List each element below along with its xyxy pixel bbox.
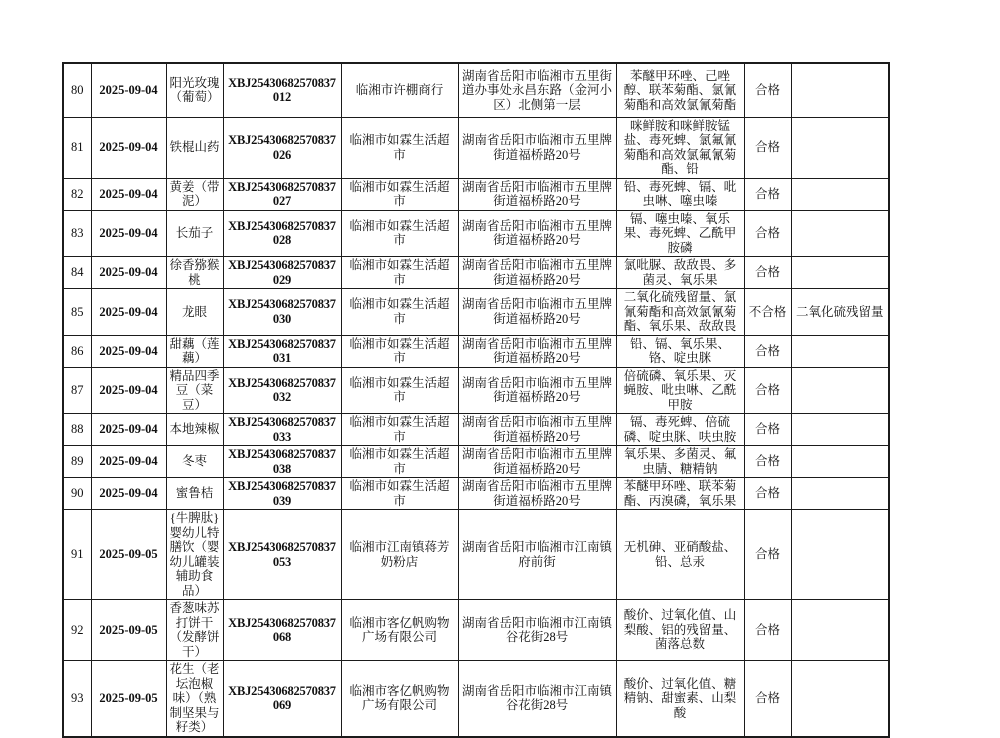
cell-sample-id: XBJ25430682570837030 — [223, 289, 341, 336]
cell-result: 合格 — [744, 446, 791, 478]
cell-vendor: 临湘市如霖生活超市 — [341, 414, 458, 446]
cell-no: 93 — [63, 661, 91, 737]
cell-failed-items — [791, 367, 889, 414]
cell-items: 铅、镉、氧乐果、铬、啶虫脒 — [616, 335, 744, 367]
cell-vendor: 临湘市如霖生活超市 — [341, 117, 458, 178]
cell-address: 湖南省岳阳市临湘市江南镇谷花街28号 — [458, 661, 616, 737]
cell-date: 2025-09-04 — [91, 178, 166, 210]
cell-product: 龙眼 — [166, 289, 223, 336]
cell-no: 91 — [63, 510, 91, 600]
cell-sample-id: XBJ25430682570837033 — [223, 414, 341, 446]
table-row — [63, 478, 889, 510]
cell-sample-id: XBJ25430682570837032 — [223, 367, 341, 414]
cell-sample-id: XBJ25430682570837031 — [223, 335, 341, 367]
cell-vendor: 临湘市如霖生活超市 — [341, 257, 458, 289]
cell-date: 2025-09-05 — [91, 661, 166, 737]
table-row — [63, 289, 889, 336]
cell-failed-items — [791, 335, 889, 367]
cell-failed-items — [791, 257, 889, 289]
cell-product: 本地辣椒 — [166, 414, 223, 446]
cell-no: 87 — [63, 367, 91, 414]
cell-items: 二氧化硫残留量、氯氰菊酯和高效氯氰菊酯、氧乐果、敌敌畏 — [616, 289, 744, 336]
cell-date: 2025-09-04 — [91, 335, 166, 367]
cell-no: 90 — [63, 478, 91, 510]
cell-date: 2025-09-04 — [91, 289, 166, 336]
cell-product: 阳光玫瑰（葡萄） — [166, 63, 223, 117]
cell-no: 84 — [63, 257, 91, 289]
inspection-results-table — [62, 62, 890, 738]
table-row — [63, 414, 889, 446]
cell-address: 湖南省岳阳市临湘市五里牌街道福桥路20号 — [458, 367, 616, 414]
table-row — [63, 257, 889, 289]
cell-vendor: 临湘市如霖生活超市 — [341, 478, 458, 510]
cell-date: 2025-09-05 — [91, 600, 166, 661]
cell-date: 2025-09-04 — [91, 478, 166, 510]
cell-failed-items — [791, 446, 889, 478]
cell-items: 酸价、过氧化值、糖精钠、甜蜜素、山梨酸 — [616, 661, 744, 737]
cell-failed-items — [791, 478, 889, 510]
table-row — [63, 335, 889, 367]
cell-sample-id: XBJ25430682570837068 — [223, 600, 341, 661]
cell-no: 86 — [63, 335, 91, 367]
cell-failed-items — [791, 661, 889, 737]
cell-sample-id: XBJ25430682570837053 — [223, 510, 341, 600]
cell-sample-id: XBJ25430682570837026 — [223, 117, 341, 178]
cell-vendor: 临湘市如霖生活超市 — [341, 289, 458, 336]
cell-result: 合格 — [744, 661, 791, 737]
cell-vendor: 临湘市如霖生活超市 — [341, 367, 458, 414]
cell-vendor: 临湘市如霖生活超市 — [341, 178, 458, 210]
table-row — [63, 510, 889, 600]
cell-vendor: 临湘市如霖生活超市 — [341, 335, 458, 367]
cell-address: 湖南省岳阳市临湘市五里牌街道福桥路20号 — [458, 117, 616, 178]
cell-failed-items — [791, 210, 889, 257]
cell-result: 合格 — [744, 367, 791, 414]
cell-result: 合格 — [744, 257, 791, 289]
cell-no: 92 — [63, 600, 91, 661]
cell-failed-items: 二氧化硫残留量 — [791, 289, 889, 336]
cell-failed-items — [791, 63, 889, 117]
cell-items: 苯醚甲环唑、联苯菊酯、丙溴磷，氧乐果 — [616, 478, 744, 510]
cell-product: 黄姜（带泥） — [166, 178, 223, 210]
cell-no: 88 — [63, 414, 91, 446]
results-table-body — [63, 63, 889, 737]
cell-address: 湖南省岳阳市临湘市五里牌街道福桥路20号 — [458, 478, 616, 510]
cell-sample-id: XBJ25430682570837069 — [223, 661, 341, 737]
cell-date: 2025-09-04 — [91, 414, 166, 446]
cell-date: 2025-09-04 — [91, 210, 166, 257]
cell-address: 湖南省岳阳市临湘市五里牌街道福桥路20号 — [458, 210, 616, 257]
table-row — [63, 600, 889, 661]
cell-product: 甜藕（莲藕） — [166, 335, 223, 367]
cell-address: 湖南省岳阳市临湘市江南镇府前街 — [458, 510, 616, 600]
cell-product: 铁棍山药 — [166, 117, 223, 178]
cell-product: 长茄子 — [166, 210, 223, 257]
cell-date: 2025-09-04 — [91, 367, 166, 414]
table-row — [63, 117, 889, 178]
cell-address: 湖南省岳阳市临湘市五里牌街道福桥路20号 — [458, 289, 616, 336]
cell-no: 83 — [63, 210, 91, 257]
cell-vendor: 临湘市如霖生活超市 — [341, 446, 458, 478]
cell-vendor: 临湘市许棚商行 — [341, 63, 458, 117]
cell-result: 合格 — [744, 210, 791, 257]
cell-no: 85 — [63, 289, 91, 336]
cell-date: 2025-09-05 — [91, 510, 166, 600]
cell-product: 香葱味苏打饼干（发酵饼干） — [166, 600, 223, 661]
cell-product: 冬枣 — [166, 446, 223, 478]
cell-date: 2025-09-04 — [91, 257, 166, 289]
cell-failed-items — [791, 117, 889, 178]
cell-failed-items — [791, 178, 889, 210]
cell-date: 2025-09-04 — [91, 446, 166, 478]
cell-vendor: 临湘市客亿帆购物广场有限公司 — [341, 661, 458, 737]
cell-items: 氧乐果、多菌灵、氟虫腈、糖精钠 — [616, 446, 744, 478]
table-row — [63, 63, 889, 117]
cell-vendor: 临湘市客亿帆购物广场有限公司 — [341, 600, 458, 661]
table-row — [63, 446, 889, 478]
cell-sample-id: XBJ25430682570837028 — [223, 210, 341, 257]
cell-result: 合格 — [744, 63, 791, 117]
cell-address: 湖南省岳阳市临湘市五里街道办事处永昌东路（金河小区）北侧第一层 — [458, 63, 616, 117]
cell-items: 倍硫磷、氧乐果、灭蝇胺、吡虫啉、乙酰甲胺 — [616, 367, 744, 414]
cell-vendor: 临湘市如霖生活超市 — [341, 210, 458, 257]
cell-result: 合格 — [744, 478, 791, 510]
cell-no: 89 — [63, 446, 91, 478]
cell-failed-items — [791, 414, 889, 446]
cell-items: 无机砷、亚硝酸盐、铅、总汞 — [616, 510, 744, 600]
cell-sample-id: XBJ25430682570837038 — [223, 446, 341, 478]
cell-sample-id: XBJ25430682570837039 — [223, 478, 341, 510]
cell-product: 徐香猕猴桃 — [166, 257, 223, 289]
cell-product: 花生（老坛泡椒味）（熟制坚果与籽类） — [166, 661, 223, 737]
cell-date: 2025-09-04 — [91, 117, 166, 178]
cell-result: 合格 — [744, 178, 791, 210]
cell-items: 咪鲜胺和咪鲜胺锰盐、毒死蜱、氯氟氰菊酯和高效氯氟氰菊酯、铅 — [616, 117, 744, 178]
cell-items: 铅、毒死蜱、镉、吡虫啉、噻虫嗪 — [616, 178, 744, 210]
cell-address: 湖南省岳阳市临湘市五里牌街道福桥路20号 — [458, 178, 616, 210]
cell-result: 合格 — [744, 600, 791, 661]
cell-date: 2025-09-04 — [91, 63, 166, 117]
cell-result: 不合格 — [744, 289, 791, 336]
cell-address: 湖南省岳阳市临湘市五里牌街道福桥路20号 — [458, 446, 616, 478]
cell-product: 蜜鲁桔 — [166, 478, 223, 510]
cell-sample-id: XBJ25430682570837029 — [223, 257, 341, 289]
cell-no: 80 — [63, 63, 91, 117]
cell-result: 合格 — [744, 117, 791, 178]
cell-result: 合格 — [744, 414, 791, 446]
cell-result: 合格 — [744, 335, 791, 367]
cell-items: 酸价、过氧化值、山梨酸、铝的残留量、菌落总数 — [616, 600, 744, 661]
cell-items: 氯吡脲、敌敌畏、多菌灵、氧乐果 — [616, 257, 744, 289]
cell-address: 湖南省岳阳市临湘市五里牌街道福桥路20号 — [458, 414, 616, 446]
table-row — [63, 661, 889, 737]
cell-failed-items — [791, 600, 889, 661]
cell-items: 镉、毒死蜱、倍硫磷、啶虫脒、呋虫胺 — [616, 414, 744, 446]
cell-product: 精品四季豆（菜豆） — [166, 367, 223, 414]
table-row — [63, 367, 889, 414]
cell-product: {牛脾肽}婴幼儿特膳饮（婴幼儿罐装辅助食品） — [166, 510, 223, 600]
cell-failed-items — [791, 510, 889, 600]
cell-sample-id: XBJ25430682570837012 — [223, 63, 341, 117]
table-row — [63, 210, 889, 257]
cell-no: 82 — [63, 178, 91, 210]
table-row — [63, 178, 889, 210]
cell-address: 湖南省岳阳市临湘市江南镇谷花街28号 — [458, 600, 616, 661]
cell-address: 湖南省岳阳市临湘市五里牌街道福桥路20号 — [458, 257, 616, 289]
cell-result: 合格 — [744, 510, 791, 600]
cell-sample-id: XBJ25430682570837027 — [223, 178, 341, 210]
cell-address: 湖南省岳阳市临湘市五里牌街道福桥路20号 — [458, 335, 616, 367]
cell-vendor: 临湘市江南镇蒋芳奶粉店 — [341, 510, 458, 600]
cell-items: 苯醚甲环唑、己唑醇、联苯菊酯、氯氰菊酯和高效氯氰菊酯 — [616, 63, 744, 117]
cell-items: 镉、噻虫嗪、氧乐果、毒死蜱、乙酰甲胺磷 — [616, 210, 744, 257]
cell-no: 81 — [63, 117, 91, 178]
